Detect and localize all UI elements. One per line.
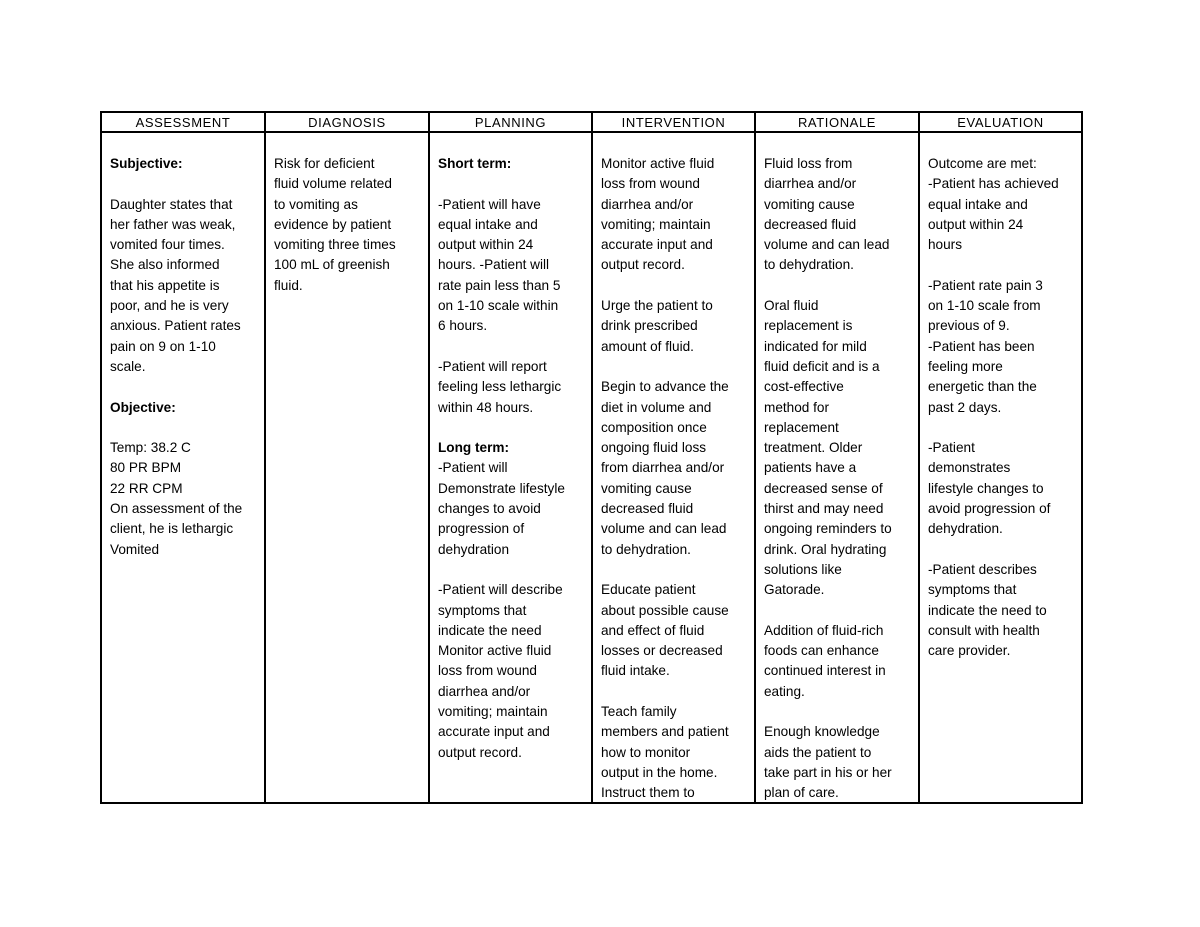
table-body-row — [102, 133, 1081, 804]
header-rationale: RATIONALE — [756, 113, 920, 131]
cell-text-line: drink. Oral hydrating — [764, 541, 887, 557]
cell-text-line: Risk for deficient — [274, 156, 375, 171]
cell-text-line — [601, 560, 748, 580]
cell-text-line: avoid progression of — [928, 501, 1051, 517]
cell-text-line: aids the patient to — [764, 744, 872, 760]
section-heading: Long term: — [438, 440, 509, 456]
cell-text-line: dehydration — [438, 541, 510, 557]
cell-text-line — [764, 601, 912, 621]
cell-text-line: Daughter states that — [110, 196, 233, 212]
header-assessment: ASSESSMENT — [102, 113, 266, 131]
cell-text-line: members and patient — [601, 724, 729, 740]
cell-text-line: equal intake and — [438, 216, 538, 232]
cell-text-line — [764, 276, 912, 296]
cell-text-line: vomiting cause — [601, 480, 692, 496]
cell-text-line: vomiting; maintain — [601, 216, 711, 232]
cell-text-line: hours. -Patient will — [438, 257, 550, 273]
assessment-cell — [102, 133, 266, 804]
cell-text-line: accurate input and — [438, 724, 550, 740]
cell-text-line: ongoing fluid loss — [601, 440, 707, 456]
nursing-care-plan-table — [100, 111, 1083, 804]
cell-text-line — [928, 255, 1075, 275]
cell-text-line: output record. — [438, 744, 522, 760]
cell-text-line: changes to avoid — [438, 501, 541, 517]
cell-text-line: feeling more — [928, 358, 1003, 374]
cell-text-line: vomiting three times — [274, 237, 396, 253]
cell-text-line — [438, 560, 585, 580]
cell-text-line: Urge the patient to — [601, 298, 713, 314]
cell-text-line — [110, 174, 258, 194]
cell-text-line: hours — [928, 237, 963, 253]
cell-text-line: equal intake and — [928, 196, 1028, 212]
cell-text-line: Addition of fluid-rich — [764, 622, 884, 638]
cell-text-line: continued interest in — [764, 663, 886, 679]
cell-text-line: output within 24 — [928, 216, 1024, 232]
cell-text-line: eating. — [764, 683, 805, 699]
cell-text-line: previous of 9. — [928, 318, 1010, 334]
cell-text-line: on 1-10 scale from — [928, 298, 1041, 314]
cell-text-line: Instruct them to — [601, 785, 695, 801]
cell-text-line: fluid. — [274, 277, 303, 293]
cell-text-line: that his appetite is — [110, 277, 220, 293]
cell-text-line: plan of care. — [764, 785, 839, 801]
header-planning: PLANNING — [430, 113, 593, 131]
cell-text-line: Begin to advance the — [601, 379, 729, 395]
cell-text-line — [601, 357, 748, 377]
cell-text-line: 80 PR BPM — [110, 460, 182, 476]
cell-text-line — [601, 276, 748, 296]
cell-text-line: amount of fluid. — [601, 338, 694, 354]
cell-text-line: -Patient has been — [928, 338, 1035, 354]
cell-text-line — [764, 702, 912, 722]
cell-text-line: 100 mL of greenish — [274, 257, 390, 273]
cell-text-line: loss from wound — [601, 176, 700, 192]
cell-text-line: Enough knowledge — [764, 724, 880, 740]
cell-text-line: -Patient will report — [438, 358, 547, 374]
cell-text-line: Temp: 38.2 C — [110, 440, 191, 456]
cell-text-line: demonstrates — [928, 460, 1011, 476]
cell-text-line: and effect of fluid — [601, 622, 705, 638]
cell-text-line: how to monitor — [601, 744, 691, 760]
cell-text-line: scale. — [110, 358, 146, 374]
cell-text-line: take part in his or her — [764, 764, 892, 780]
cell-text-line: cost-effective — [764, 379, 844, 395]
cell-text-line: Teach family — [601, 704, 677, 720]
cell-text-line: -Patient describes — [928, 561, 1037, 577]
cell-text-line: output in the home. — [601, 764, 718, 780]
cell-text-line: -Patient will have — [438, 196, 541, 212]
cell-text-line: replacement is — [764, 318, 853, 334]
cell-text-line — [928, 418, 1075, 438]
cell-text-line: fluid intake. — [601, 663, 670, 679]
cell-text-line — [110, 418, 258, 438]
cell-text-line: On assessment of the — [110, 501, 243, 517]
cell-text-line: losses or decreased — [601, 643, 723, 659]
cell-text-line: diarrhea and/or — [601, 196, 694, 212]
cell-text-line: indicate the need to — [928, 602, 1047, 618]
planning-cell — [430, 133, 593, 804]
cell-text-line: Outcome are met: — [928, 156, 1037, 171]
cell-text-line: poor, and he is very — [110, 298, 229, 314]
cell-text-line: within 48 hours. — [438, 399, 534, 415]
cell-text-line: Educate patient — [601, 582, 696, 598]
cell-text-line — [601, 682, 748, 702]
cell-text-line: thirst and may need — [764, 501, 884, 517]
cell-text-line — [438, 174, 585, 194]
cell-text-line: volume and can lead — [764, 237, 890, 253]
rationale-cell — [756, 133, 920, 804]
cell-text-line: lifestyle changes to — [928, 480, 1044, 496]
cell-text-line — [928, 540, 1075, 560]
section-heading: Objective: — [110, 399, 176, 415]
cell-text-line: anxious. Patient rates — [110, 318, 241, 334]
cell-text-line: indicate the need — [438, 622, 542, 638]
cell-text-line: feeling less lethargic — [438, 379, 562, 395]
cell-text-line: composition once — [601, 419, 707, 435]
cell-text-line: patients have a — [764, 460, 857, 476]
cell-text-line: decreased sense of — [764, 480, 883, 496]
cell-text-line: dehydration. — [928, 521, 1003, 537]
cell-text-line: -Patient — [928, 440, 975, 456]
cell-text-line: symptoms that — [438, 602, 527, 618]
cell-text-line: about possible cause — [601, 602, 729, 618]
cell-text-line: diet in volume and — [601, 399, 712, 415]
cell-text-line: from diarrhea and/or — [601, 460, 725, 476]
cell-text-line: Gatorade. — [764, 582, 825, 598]
cell-text-line: consult with health — [928, 622, 1040, 638]
cell-text-line: evidence by patient — [274, 216, 392, 232]
cell-text-line: to dehydration. — [601, 541, 691, 557]
cell-text-line: to vomiting as — [274, 196, 358, 212]
cell-text-line: volume and can lead — [601, 521, 727, 537]
cell-text-line: replacement — [764, 419, 839, 435]
cell-text-line: 22 RR CPM — [110, 480, 183, 496]
evaluation-cell — [920, 133, 1081, 804]
cell-text-line: pain on 9 on 1-10 — [110, 338, 216, 354]
intervention-cell — [593, 133, 756, 804]
cell-text-line — [438, 418, 585, 438]
cell-text-line: care provider. — [928, 643, 1011, 659]
cell-text-line: Monitor active fluid — [601, 156, 715, 171]
cell-text-line: diarrhea and/or — [438, 683, 531, 699]
cell-text-line: symptoms that — [928, 582, 1017, 598]
header-evaluation: EVALUATION — [957, 115, 1044, 130]
cell-text-line: accurate input and — [601, 237, 713, 253]
cell-text-line: 6 hours. — [438, 318, 488, 334]
cell-text-line: on 1-10 scale within — [438, 298, 559, 314]
cell-text-line: ongoing reminders to — [764, 521, 892, 537]
cell-text-line: vomited four times. — [110, 237, 225, 253]
cell-text-line: method for — [764, 399, 829, 415]
section-heading: Short term: — [438, 156, 512, 171]
cell-text-line: treatment. Older — [764, 440, 863, 456]
header-intervention: INTERVENTION — [593, 113, 756, 131]
cell-text-line: Vomited — [110, 541, 160, 557]
cell-text-line: output within 24 — [438, 237, 534, 253]
cell-text-line: decreased fluid — [764, 216, 857, 232]
diagnosis-cell — [266, 133, 430, 804]
cell-text-line: vomiting; maintain — [438, 704, 548, 720]
cell-text-line: progression of — [438, 521, 525, 537]
cell-text-line: fluid volume related — [274, 176, 392, 192]
cell-text-line: fluid deficit and is a — [764, 358, 880, 374]
cell-text-line: She also informed — [110, 257, 220, 273]
cell-text-line: Monitor active fluid — [438, 643, 552, 659]
cell-text-line: solutions like — [764, 561, 842, 577]
cell-text-line: her father was weak, — [110, 216, 236, 232]
cell-text-line: drink prescribed — [601, 318, 698, 334]
cell-text-line: -Patient will — [438, 460, 508, 476]
cell-text-line: -Patient has achieved — [928, 176, 1059, 192]
cell-text-line: to dehydration. — [764, 257, 854, 273]
header-diagnosis: DIAGNOSIS — [266, 113, 430, 131]
table-header-row — [102, 113, 1081, 133]
cell-text-line: vomiting cause — [764, 196, 855, 212]
cell-text-line: Oral fluid — [764, 298, 819, 314]
cell-text-line: -Patient rate pain 3 — [928, 277, 1043, 293]
cell-text-line: -Patient will describe — [438, 582, 563, 598]
section-heading: Subjective: — [110, 156, 183, 171]
cell-text-line — [438, 337, 585, 357]
cell-text-line: diarrhea and/or — [764, 176, 857, 192]
cell-text-line: decreased fluid — [601, 501, 694, 517]
cell-text-line: rate pain less than 5 — [438, 277, 561, 293]
cell-text-line: past 2 days. — [928, 399, 1002, 415]
cell-text-line: client, he is lethargic — [110, 521, 234, 537]
cell-text-line: loss from wound — [438, 663, 537, 679]
cell-text-line: energetic than the — [928, 379, 1037, 395]
cell-text-line: indicated for mild — [764, 338, 867, 354]
cell-text-line: Demonstrate lifestyle — [438, 480, 565, 496]
cell-text-line: Fluid loss from — [764, 156, 853, 171]
cell-text-line: foods can enhance — [764, 643, 879, 659]
cell-text-line: output record. — [601, 257, 685, 273]
cell-text-line — [110, 377, 258, 397]
